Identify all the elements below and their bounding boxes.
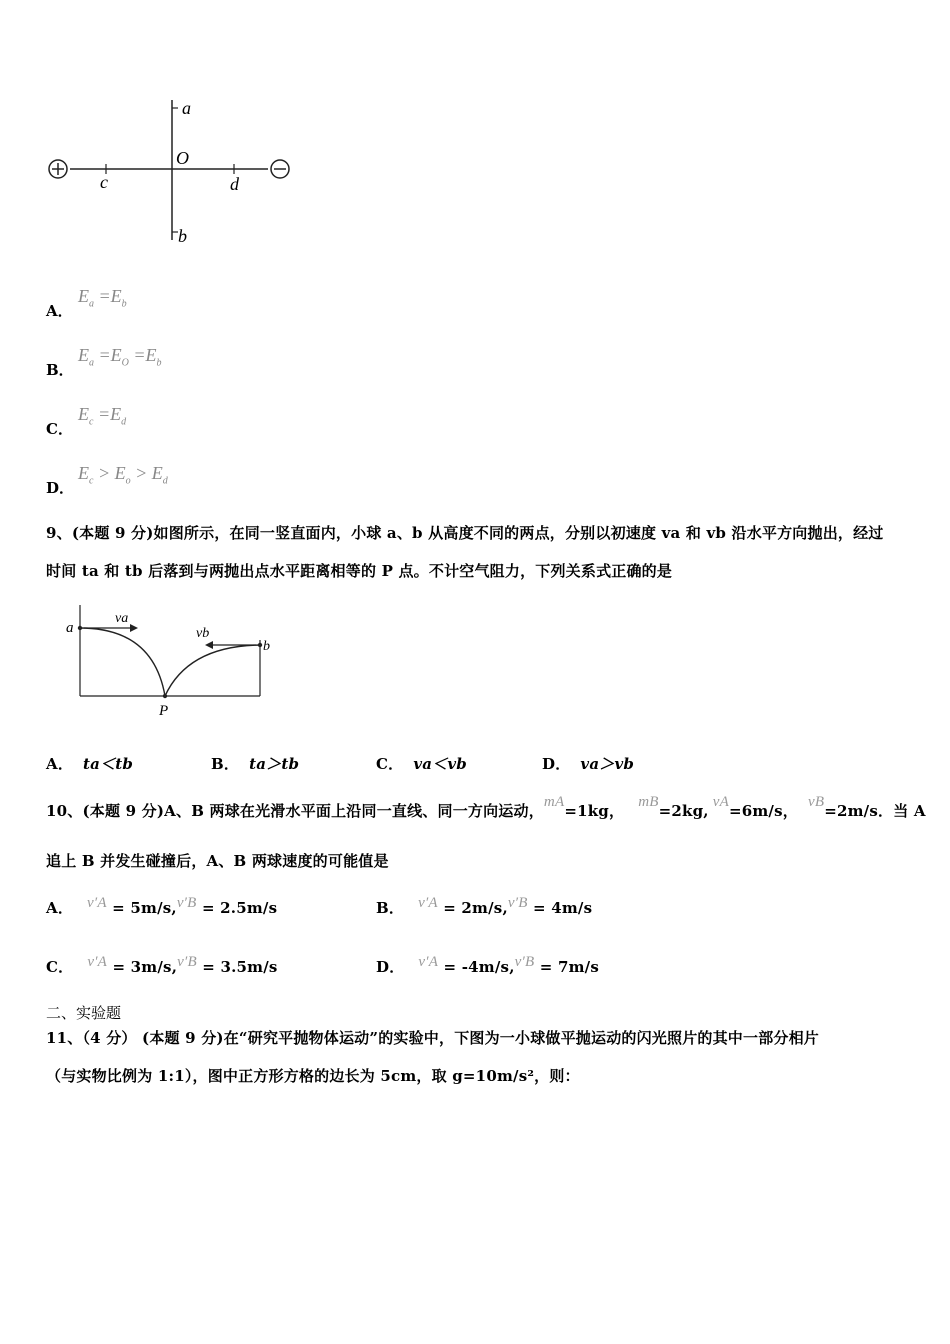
label-va: va <box>115 611 129 626</box>
label-d: d <box>230 174 239 194</box>
q10-option-b: B． v′A = 2m/s,v′B = 4m/s <box>376 895 593 917</box>
q9-option-c: C． va＜vb <box>376 755 467 773</box>
q9-option-b: B． ta＞tb <box>211 755 300 773</box>
q8-option-d-label: D． <box>46 479 75 497</box>
q8-option-c-expr: $E_c =E_d$ <box>78 404 127 428</box>
q9-option-d: D． va＞vb <box>542 755 635 773</box>
label-b: b <box>263 639 270 654</box>
q9-text-line2: 时间 ta 和 tb 后落到与两抛出点水平距离相等的 P 点。不计空气阻力，下列关系式正确的是 <box>46 562 673 580</box>
label-vb: vb <box>196 626 210 641</box>
q8-option-d-expr: $E_c > E_o > E_d$ <box>78 463 168 487</box>
q9-text-line1: 9、(本题 9 分)如图所示，在同一竖直面内，小球 a、b 从高度不同的两点，分别以初速度 va 和 vb 沿水平方向抛出，经过 <box>46 524 884 542</box>
q8-option-a-expr: $E_a =E_b$ <box>78 286 127 310</box>
q10-option-a: A． v′A = 5m/s,v′B = 2.5m/s <box>46 895 278 917</box>
q8-option-b-label: B． <box>46 361 74 379</box>
label-p: P <box>159 703 169 719</box>
q8-option-a-label: A． <box>46 302 73 320</box>
q9-option-a: A． ta＜tb <box>46 755 134 773</box>
q11-text-line1: 11、（4 分） (本题 9 分)在“研究平抛物体运动”的实验中，下图为一小球做平抛运动的闪光照片的其中一部分相片 <box>46 1029 819 1047</box>
q10-text-line1: 10、(本题 9 分)A、B 两球在光滑水平面上沿同一直线、同一方向运动，mA=1kg， mB=2kg, vA=6m/s， vB=2m/s．当 A <box>46 794 926 820</box>
label-b: b <box>178 226 187 246</box>
q8-option-b-expr: $E_a =E_O =E_b$ <box>78 345 162 369</box>
field-diagram <box>40 90 310 250</box>
q10-option-c: C． v′A = 3m/s,v′B = 3.5m/s <box>46 954 278 976</box>
label-o: O <box>176 148 189 168</box>
q11-text-line2: （与实物比例为 1:1），图中正方形方格的边长为 5cm，取 g=10m/s²，则： <box>46 1067 580 1085</box>
q10-text-line2: 追上 B 并发生碰撞后，A、B 两球速度的可能值是 <box>46 852 389 870</box>
section-title: 二、实验题 <box>46 1004 122 1022</box>
q10-option-d: D． v′A = -4m/s,v′B = 7m/s <box>376 954 599 976</box>
label-a: a <box>66 620 74 636</box>
projectile-diagram <box>58 600 278 725</box>
label-c: c <box>100 172 108 192</box>
label-a: a <box>182 98 191 118</box>
q8-option-c-label: C． <box>46 420 73 438</box>
